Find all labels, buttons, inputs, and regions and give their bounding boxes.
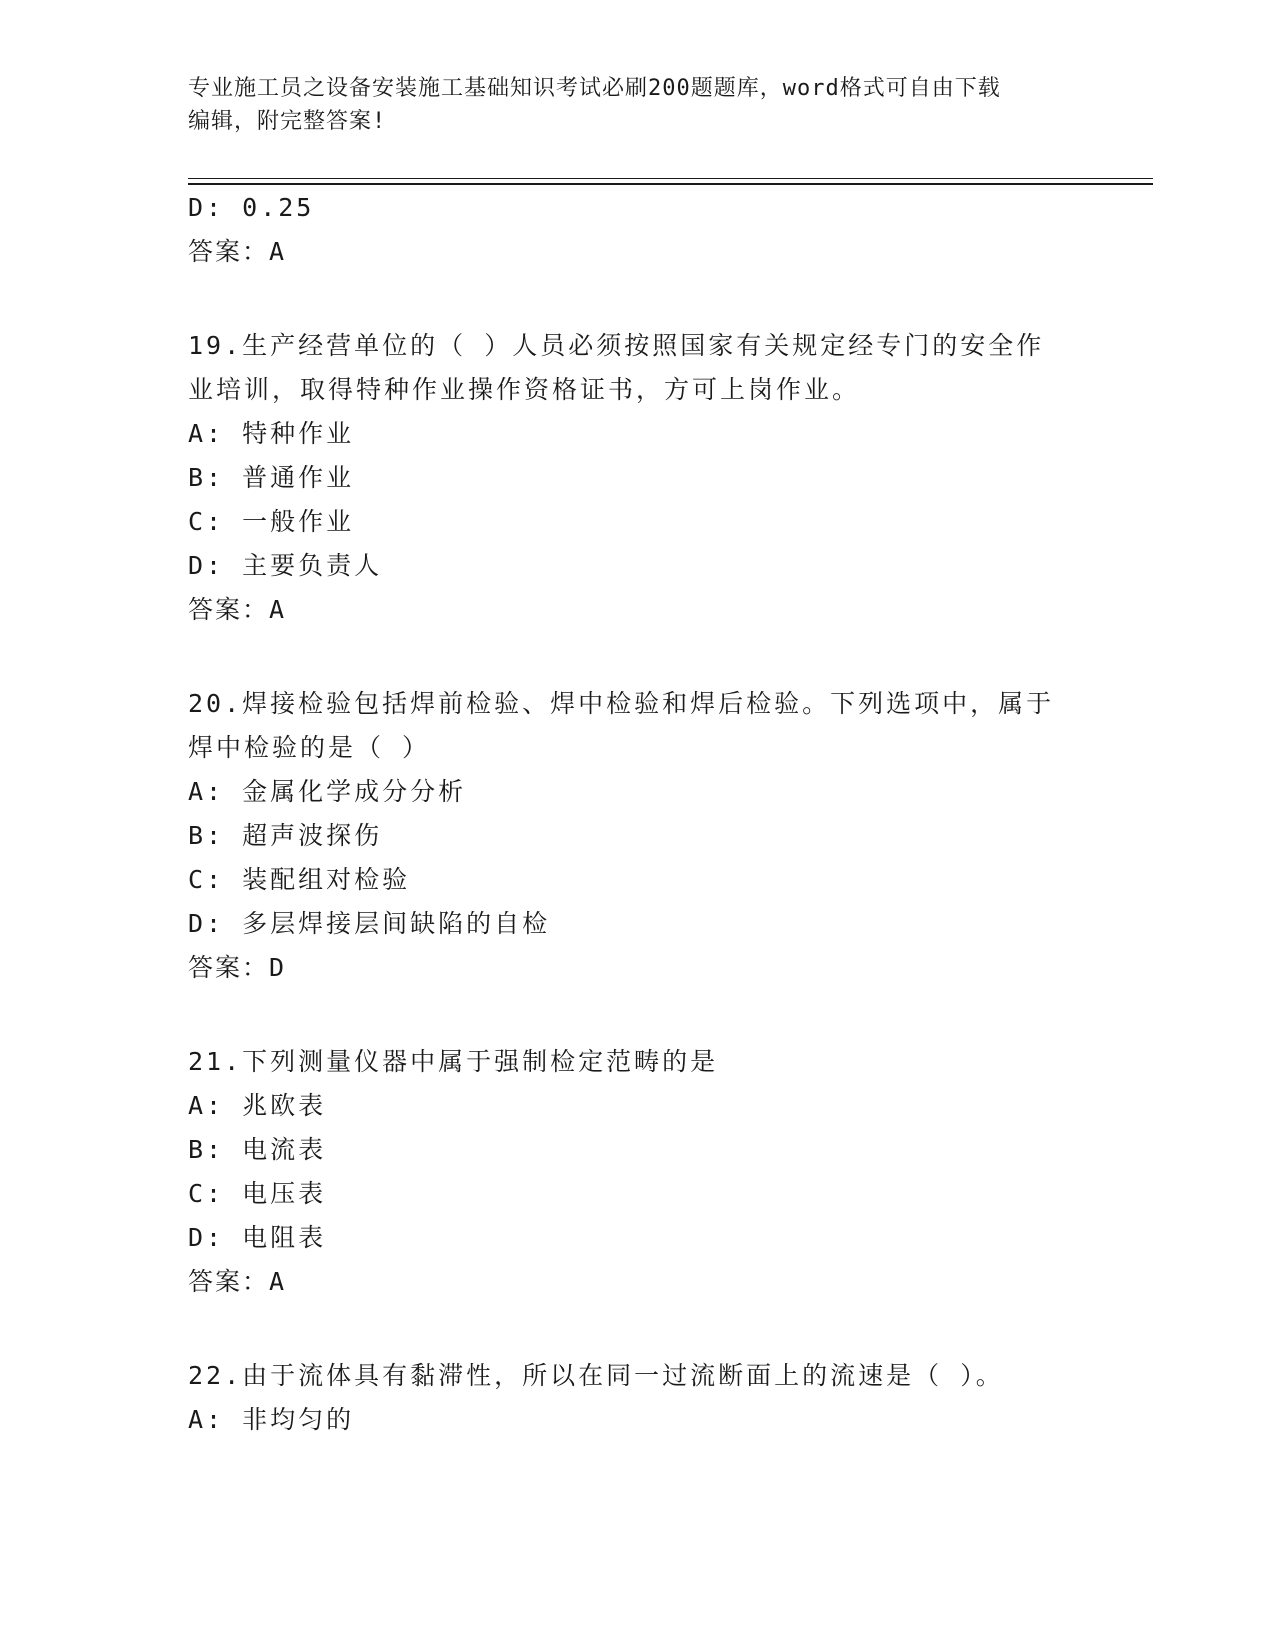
q21-option-c: C: 电压表 (188, 1179, 327, 1208)
q20-option-d: D: 多层焊接层间缺陷的自检 (188, 909, 551, 938)
answer-value: A (269, 237, 287, 266)
q19-option-a: A: 特种作业 (188, 419, 355, 448)
q19-option-c: C: 一般作业 (188, 507, 355, 536)
answer-value: A (269, 1267, 287, 1296)
q19-stem-line-2: 业培训，取得特种作业操作资格证书，方可上岗作业。 (188, 375, 861, 404)
answer-label: 答案： (188, 953, 270, 982)
q20-option-b: B: 超声波探伤 (188, 821, 383, 850)
header-title-line-1: 专业施工员之设备安装施工基础知识考试必刷200题题库，word格式可自由下载 (188, 76, 1001, 101)
q20-option-a: A: 金属化学成分分析 (188, 777, 467, 806)
answer-label: 答案： (188, 595, 270, 624)
header-divider-thin (188, 178, 1153, 179)
q20-stem-line-2: 焊中检验的是（ ） (188, 733, 431, 762)
q19-option-d: D: 主要负责人 (188, 551, 383, 580)
q20-stem-line-1: 20.焊接检验包括焊前检验、焊中检验和焊后检验。下列选项中，属于 (188, 689, 1055, 718)
q18-answer (188, 236, 286, 268)
header-divider-thick (188, 183, 1153, 185)
q21-stem-line-1: 21.下列测量仪器中属于强制检定范畴的是 (188, 1047, 719, 1076)
answer-value: A (269, 595, 287, 624)
q20-answer (188, 952, 286, 984)
document-header (188, 72, 1088, 138)
q22-option-a: A: 非均匀的 (188, 1405, 355, 1434)
q22-stem-line-1: 22.由于流体具有黏滞性，所以在同一过流断面上的流速是（ ）。 (188, 1361, 1004, 1390)
q19-answer (188, 594, 286, 626)
q21-answer (188, 1266, 286, 1298)
q21-option-d: D: 电阻表 (188, 1223, 327, 1252)
answer-label: 答案： (188, 237, 270, 266)
q19-option-b: B: 普通作业 (188, 463, 355, 492)
q21-option-a: A: 兆欧表 (188, 1091, 327, 1120)
answer-value: D (269, 953, 287, 982)
q19-stem-line-1: 19.生产经营单位的（ ）人员必须按照国家有关规定经专门的安全作 (188, 331, 1045, 360)
q20-option-c: C: 装配组对检验 (188, 865, 411, 894)
header-title-line-2: 编辑，附完整答案! (188, 109, 387, 134)
q18-option-d: D: 0.25 (188, 193, 315, 222)
answer-label: 答案： (188, 1267, 270, 1296)
q21-option-b: B: 电流表 (188, 1135, 327, 1164)
